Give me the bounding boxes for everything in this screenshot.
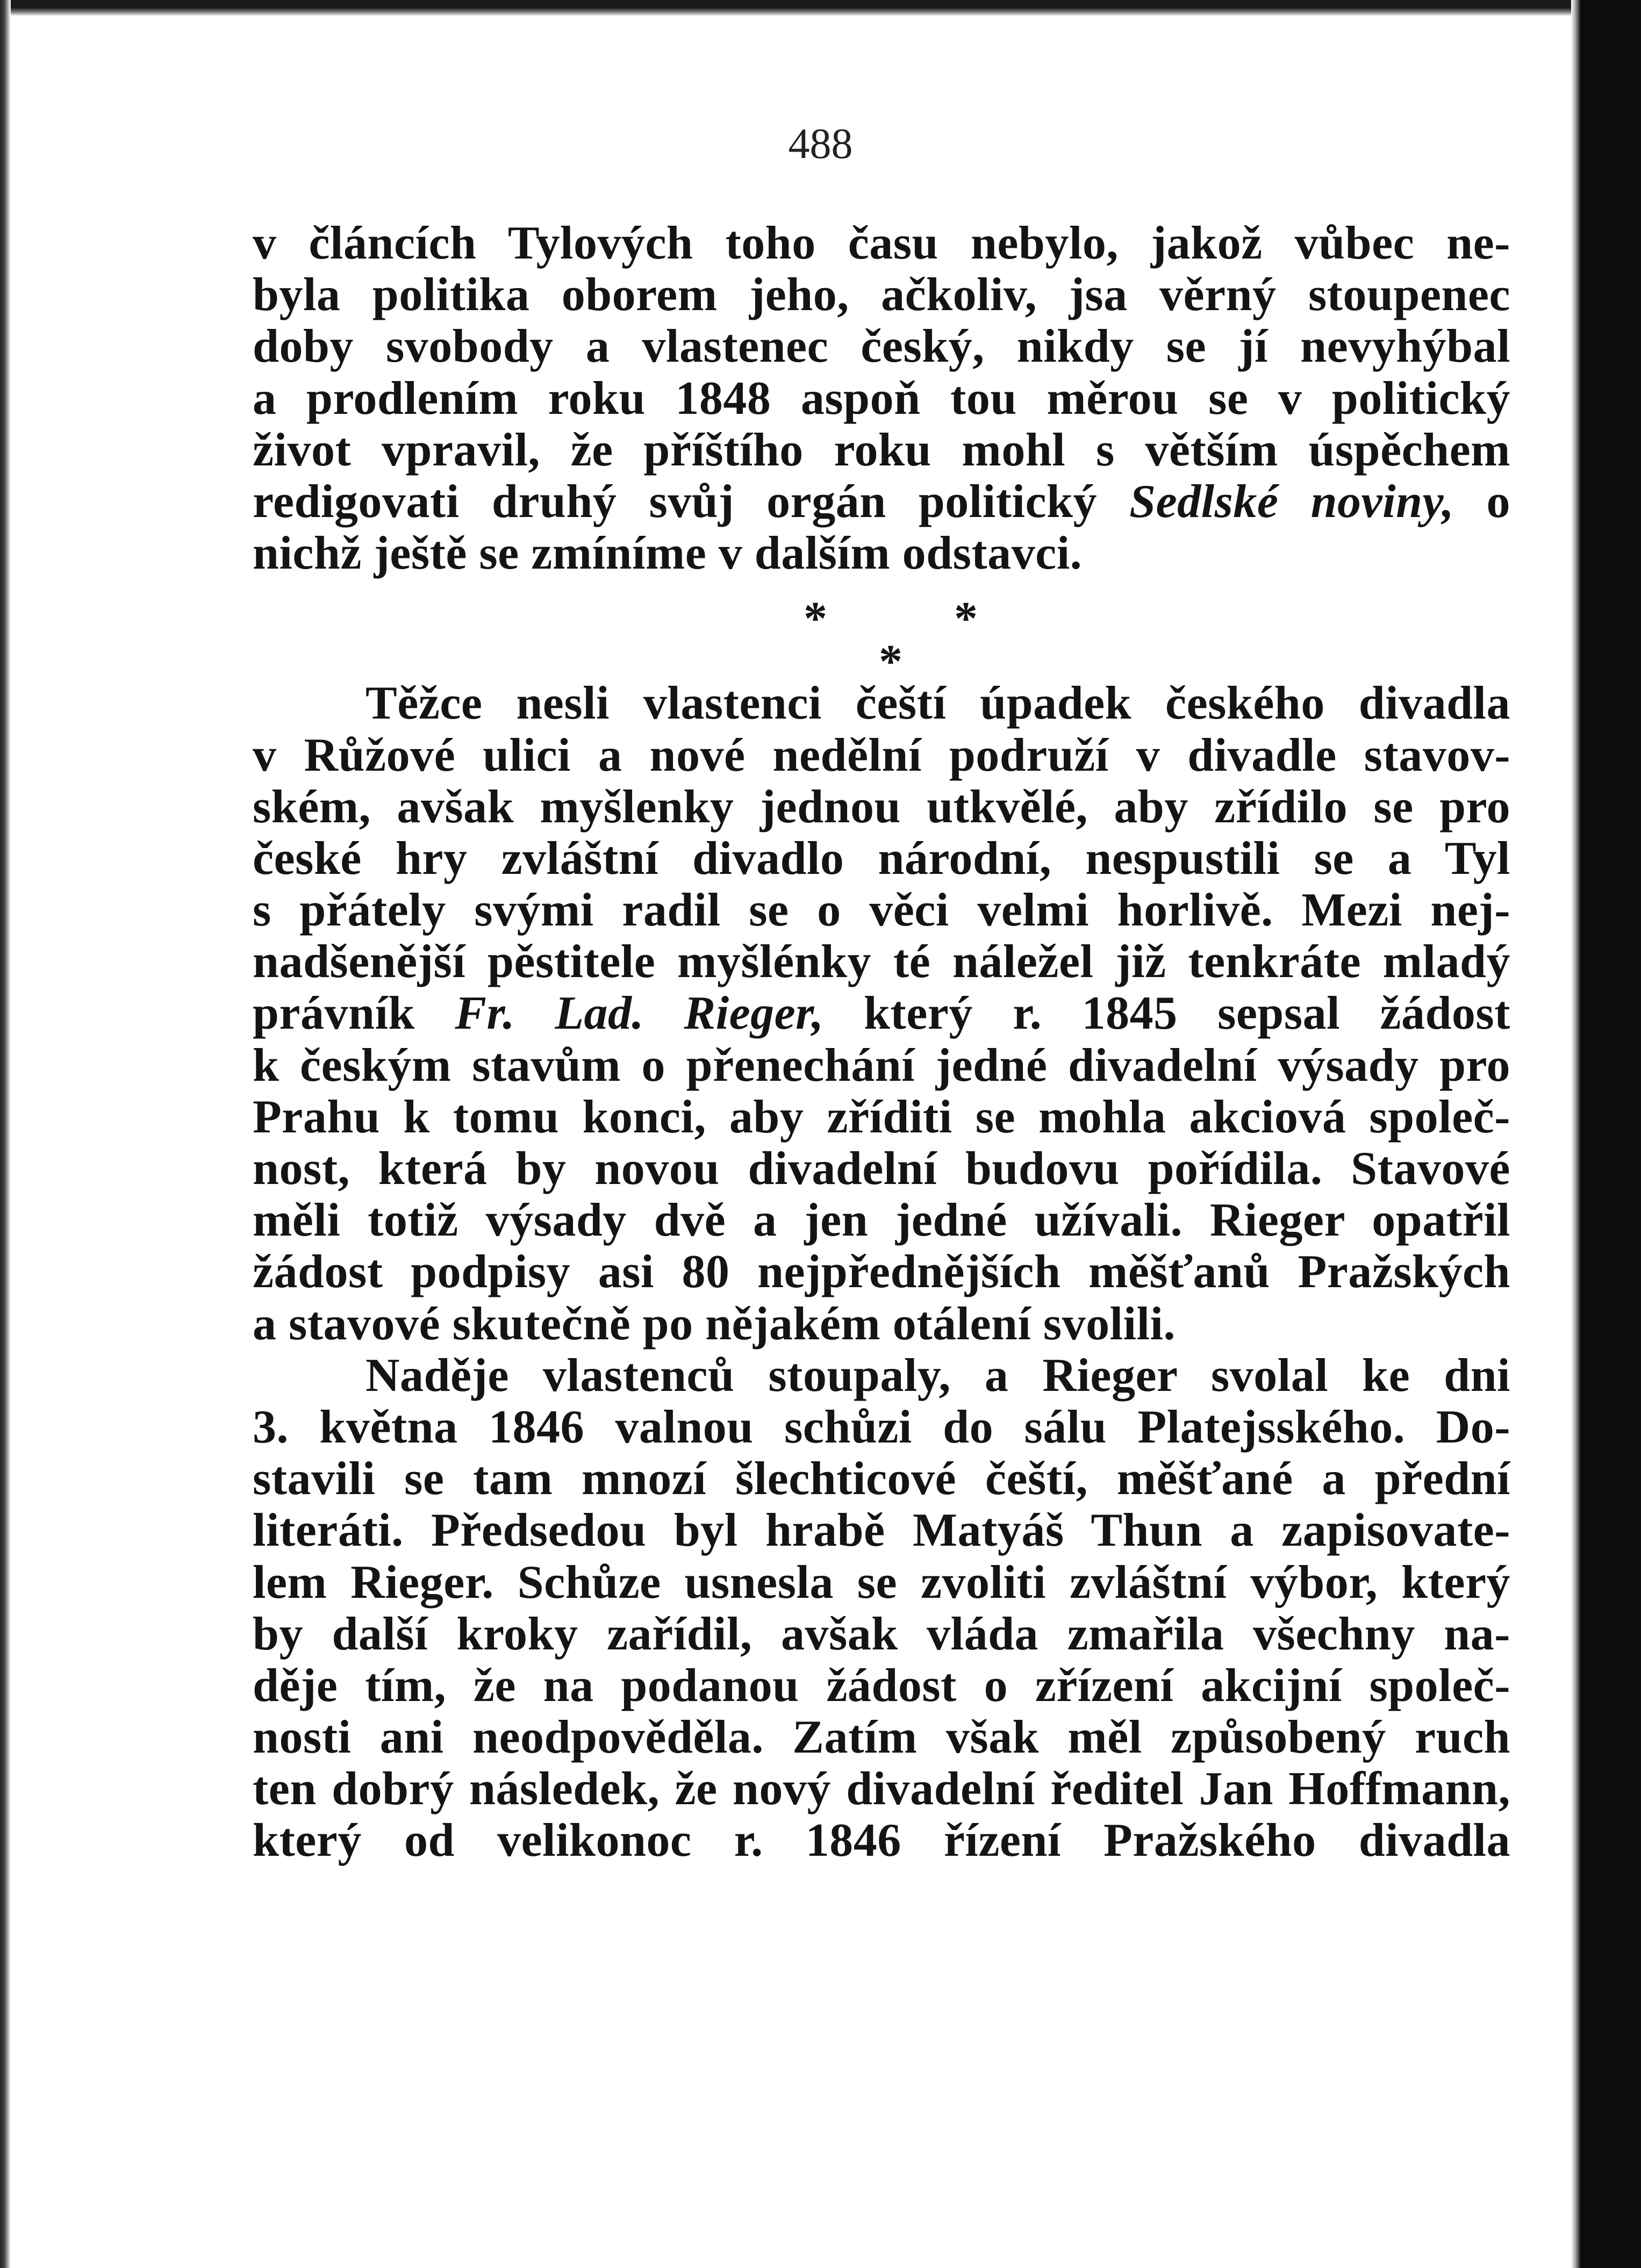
text-line: v Růžové ulici a nové nedělní podruží v divadle stavov-: [253, 729, 1510, 781]
paragraph-2: [253, 678, 1510, 1350]
text-line: lem Rieger. Schůze usnesla se zvoliti zvláštní výbor, který: [253, 1556, 1510, 1609]
text-line: nost, která by novou divadelní budovu pořídila. Stavové: [253, 1143, 1510, 1195]
text-line: ten dobrý následek, že nový divadelní ředitel Jan Hoffmann,: [253, 1763, 1510, 1815]
italic-title: Sedlské noviny,: [1129, 476, 1454, 528]
text-line: 3. května 1846 valnou schůzi do sálu Platejsského. Do-: [253, 1401, 1510, 1453]
text-line: který od velikonoc r. 1846 řízení Pražského divadla: [253, 1815, 1510, 1867]
paragraph-3: [253, 1350, 1510, 1867]
text-line: nosti ani neodpověděla. Zatím však měl způsobený ruch: [253, 1712, 1510, 1764]
text-segment: redigovati druhý svůj orgán politický: [253, 476, 1130, 528]
paragraph-1: [253, 218, 1510, 579]
section-separator: [253, 579, 1510, 688]
asterisk: *: [804, 593, 828, 645]
text-line: ském, avšak myšlenky jednou utkvělé, aby zřídilo se pro: [253, 781, 1510, 833]
text-line: Prahu k tomu konci, aby zříditi se mohla akciová společ-: [253, 1091, 1510, 1143]
text-segment: právník: [253, 988, 455, 1040]
text-line: [253, 476, 1510, 528]
text-segment: o: [1454, 476, 1510, 528]
text-line: byla politika oborem jeho, ačkoliv, jsa věrný stoupenec: [253, 269, 1510, 321]
page-number: 488: [788, 120, 853, 168]
text-line: měli totiž výsady dvě a jen jedné užívali. Rieger opatřil: [253, 1195, 1510, 1247]
scan-border-right: [1571, 0, 1641, 2268]
text-line: nichž ještě se zmíníme v dalším odstavci.: [253, 528, 1083, 580]
text-line: a prodlením roku 1848 aspoň tou měrou se v politický: [253, 372, 1510, 425]
text-line: k českým stavům o přenechání jedné divadelní výsady pro: [253, 1039, 1510, 1092]
text-line: děje tím, že na podanou žádost o zřízení akcijní společ-: [253, 1660, 1510, 1712]
text-line: české hry zvláštní divadlo národní, nespustili se a Tyl: [253, 832, 1510, 885]
text-line: život vpravil, že příštího roku mohl s větším úspěchem: [253, 424, 1510, 476]
text-line: [253, 988, 1510, 1039]
text-line: a stavové skutečně po nějakém otálení svolili.: [253, 1298, 1176, 1350]
page-text: [253, 218, 1510, 1867]
asterisk: *: [879, 636, 903, 688]
italic-name: Fr. Lad. Rieger,: [455, 988, 824, 1040]
scan-border-top: [0, 0, 1641, 16]
text-line: s přátely svými radil se o věci velmi horlivě. Mezi nej-: [253, 885, 1510, 937]
text-line: doby svobody a vlastenec český, nikdy se jí nevyhýbal: [253, 321, 1510, 373]
text-line: Naděje vlastenců stoupaly, a Rieger svolal ke dni: [366, 1350, 1510, 1402]
text-line: by další kroky zařídil, avšak vláda zmařila všechny na-: [253, 1608, 1510, 1660]
text-line: žádost podpisy asi 80 nejpřednějších měšťanů Pražských: [253, 1246, 1510, 1298]
text-line: Těžce nesli vlastenci čeští úpadek českého divadla: [366, 678, 1510, 730]
asterisk: *: [954, 593, 978, 645]
scan-border-left: [0, 0, 11, 2268]
text-line: nadšenější pěstitele myšlénky té náležel již tenkráte mladý: [253, 936, 1510, 988]
text-line: literáti. Předsedou byl hrabě Matyáš Thun a zapisovate-: [253, 1505, 1510, 1557]
text-segment: který r. 1845 sepsal žádost: [823, 988, 1510, 1040]
text-line: stavili se tam mnozí šlechticové čeští, měšťané a přední: [253, 1453, 1510, 1505]
text-line: v článcích Tylových toho času nebylo, jakož vůbec ne-: [253, 218, 1510, 269]
